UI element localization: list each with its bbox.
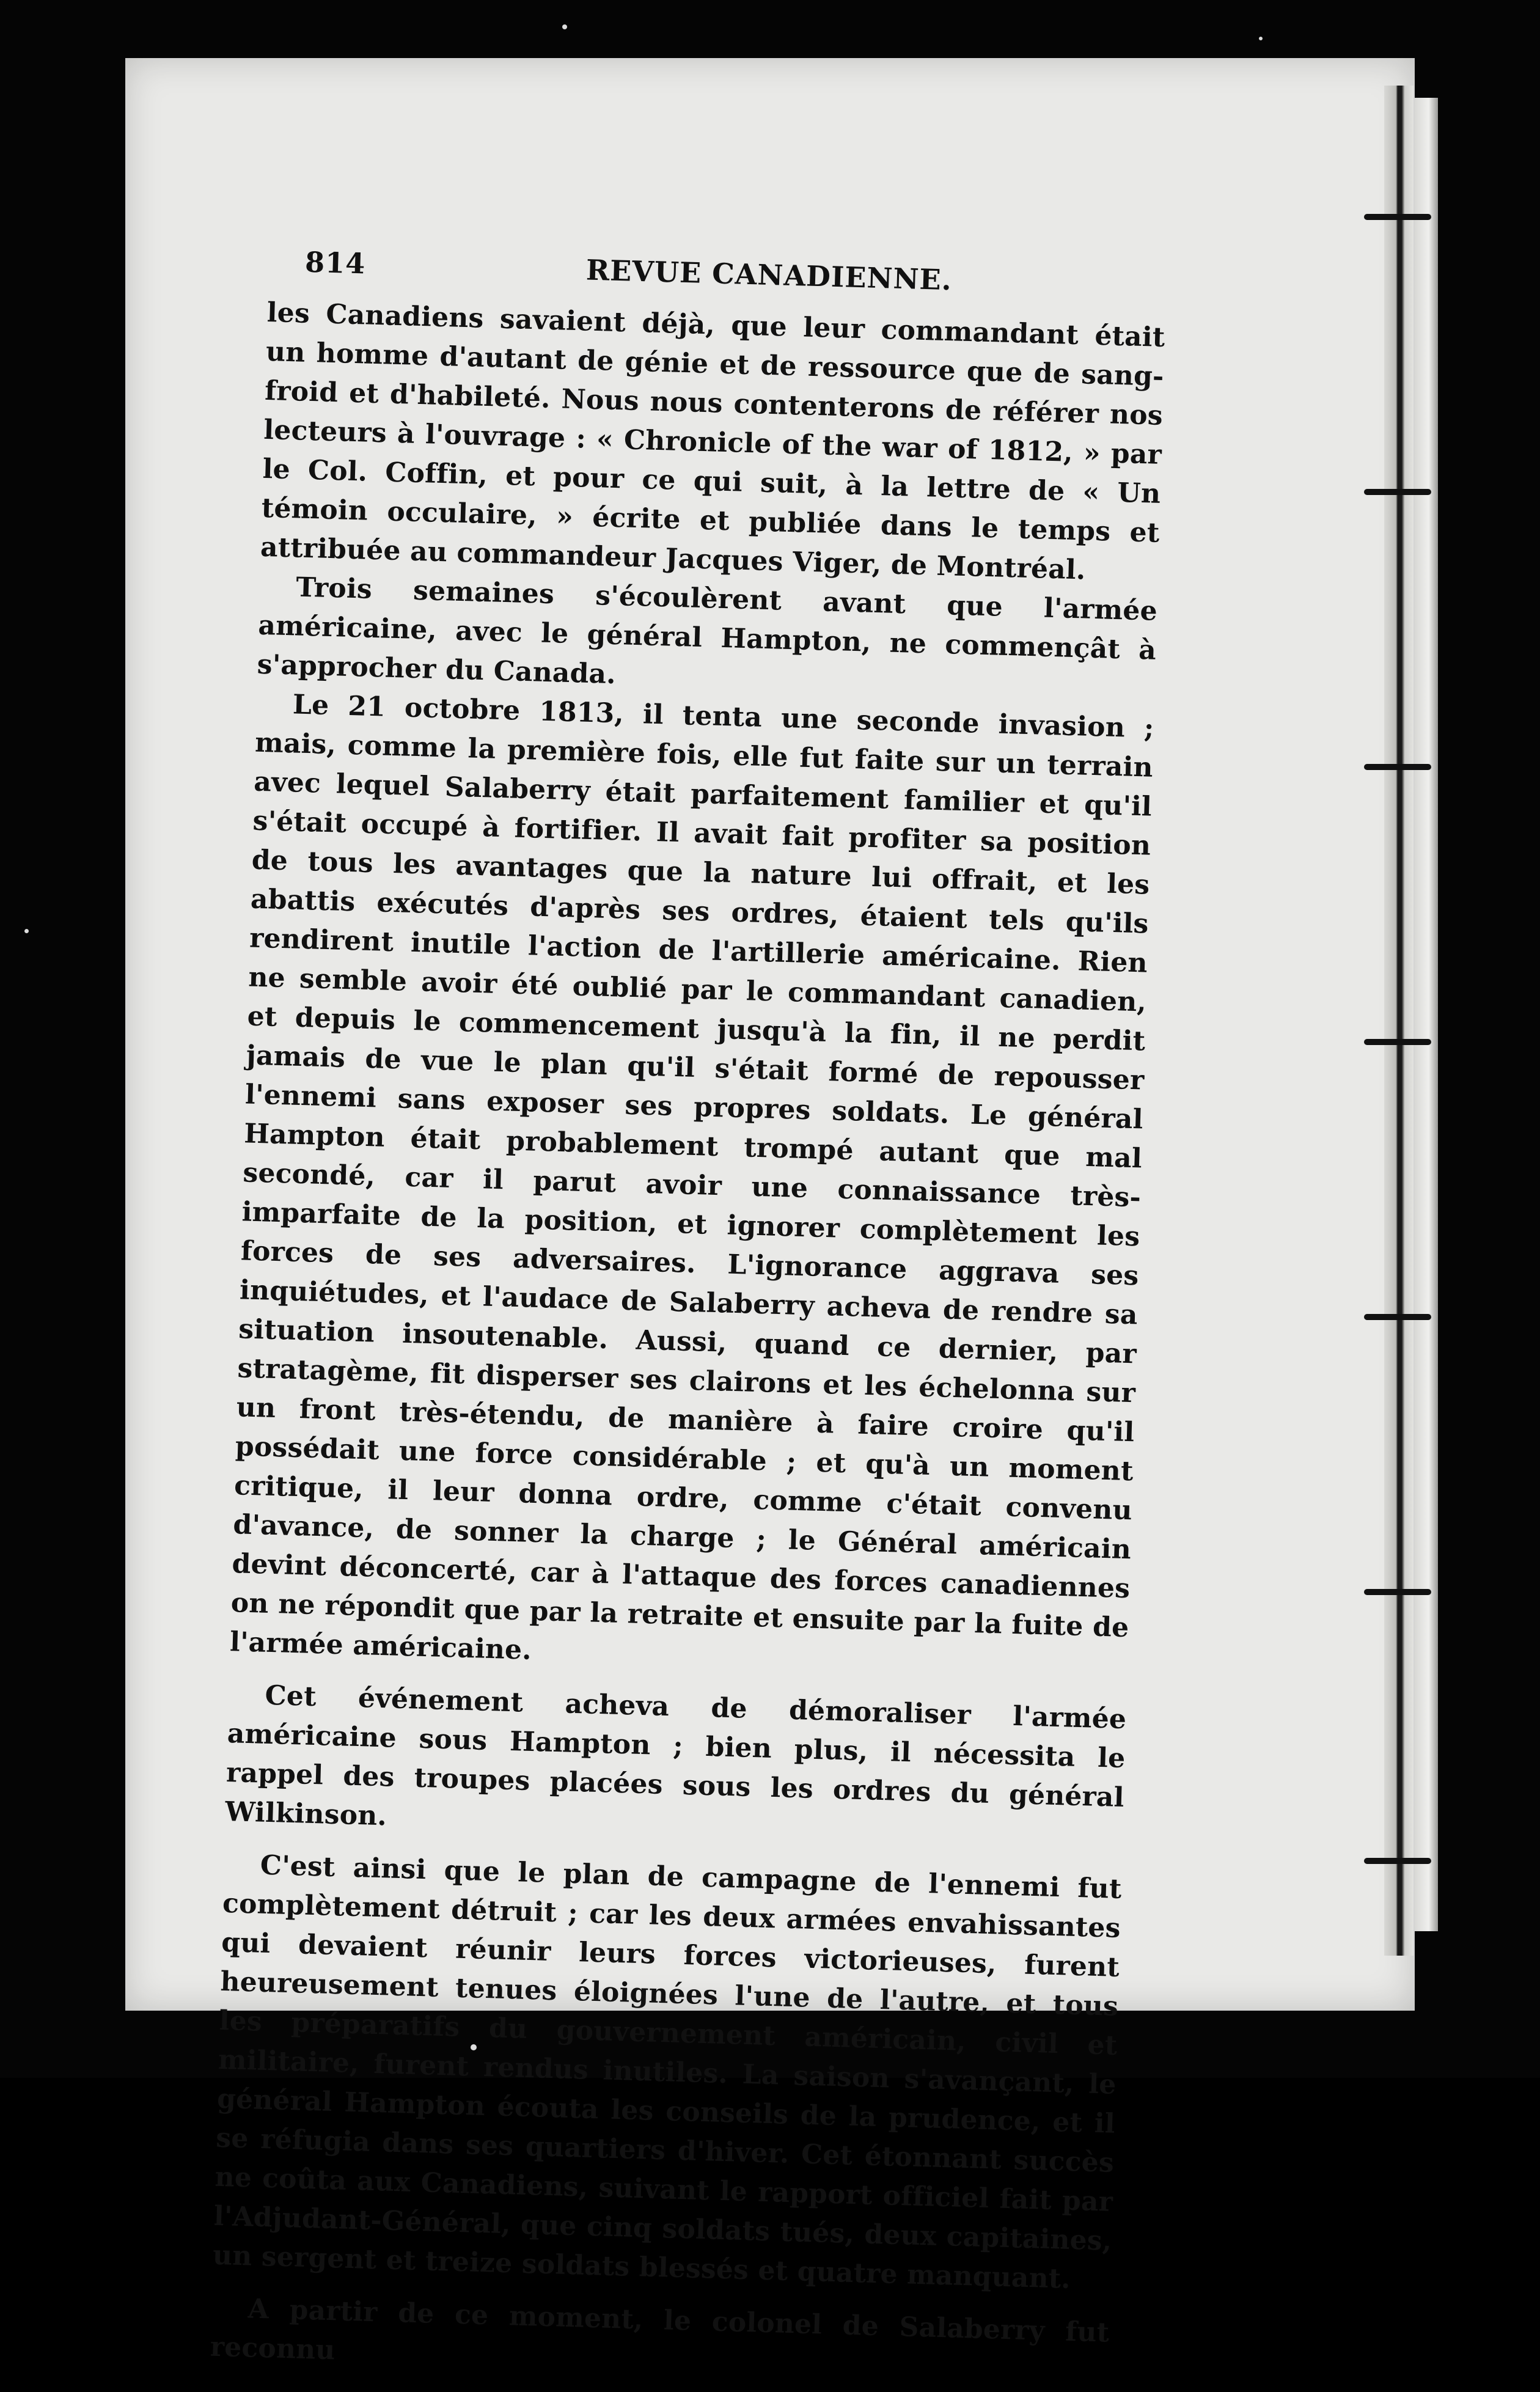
binding-stitch bbox=[1364, 489, 1431, 495]
paragraph: Trois semaines s'écoulèrent avant que l'armée américaine, avec le général Hampton, ne commençât à s'approcher du Canada. bbox=[257, 571, 1158, 691]
paragraph: les Canadiens savaient déjà, que leur commandant était un homme d'autant de génie et de ressource que de sang-froid et d'habileté. Nous nous contenterons de référer nos lecteurs à l'ouvrage : « Chronicle of the war of 1812, » par le Col. Coffin, et pour ce qui suit, à la lettre de « Un témoin occulaire, » écrite et publiée dans le temps et attribuée au commandeur Jacques Viger, de Montréal. bbox=[260, 296, 1166, 586]
binding-stitch bbox=[1364, 764, 1431, 770]
binding-stitch bbox=[1364, 1589, 1431, 1595]
paragraph: Cet événement acheva de démoraliser l'armée américaine sous Hampton ; bien plus, il nécessita le rappel des troupes placées sous les ordres du général Wilkinson. bbox=[224, 1679, 1127, 1832]
binding-spine bbox=[1384, 86, 1414, 1956]
dust-speck bbox=[1259, 37, 1263, 40]
dust-speck bbox=[24, 929, 29, 933]
page-content bbox=[210, 244, 1167, 2392]
page-number: 814 bbox=[304, 245, 366, 281]
paragraph: A partir de ce moment, le colonel de Salaberry fut reconnu bbox=[210, 2293, 1110, 2366]
binding-stitch bbox=[1364, 1858, 1431, 1864]
binding-stitch bbox=[1364, 1314, 1431, 1320]
dust-speck bbox=[562, 24, 567, 29]
paragraph: Le 21 octobre 1813, il tenta une seconde invasion ; mais, comme la première fois, elle fut faite sur un terrain avec lequel Salaberry était parfaitement familier et qu'il s'était occupé à fortifier. Il avait fait profiter sa position de tous les avantages que la nature lui offrait, et les abattis exécutés d'après ses ordres, étaient tels qu'ils rendirent inutile l'action de l'artillerie américaine. Rien ne semble avoir été oublié par le commandant canadien, et depuis le commencement jusqu'à la fin, il ne perdit jamais de vue le plan qu'il s'était formé de repousser l'ennemi sans exposer ses propres soldats. Le général Hampton était probablement trompé autant que mal secondé, car il parut avoir une connaissance très-imparfaite de la position, et ignorer complètement les forces de ses adversaires. L'ignorance aggrava ses inquiétudes, et l'audace de Salaberry acheva de rendre sa situation insoutenable. Aussi, quand ce dernier, par stratagème, fit disperser ses clairons et les échelonna sur un front très-étendu, de manière à faire croire qu'il possédait une force considérable ; et qu'à un moment critique, il leur donna ordre, comme c'était convenu d'avance, de sonner la charge ; le Général américain devint déconcerté, car à l'attaque des forces canadiennes on ne répondit que par la retraite et ensuite par la fuite de l'armée américaine. bbox=[229, 689, 1155, 1666]
body-text bbox=[210, 293, 1165, 2392]
running-title: REVUE CANADIENNE. bbox=[585, 253, 953, 297]
binding-stitch bbox=[1364, 214, 1431, 220]
paragraph: C'est ainsi que le plan de campagne de l'ennemi fut complètement détruit ; car les deux armées envahissantes qui devaient réunir leurs forces victorieuses, furent heureusement tenues éloignées l'une de l'autre, et tous les préparatifs du gouvernement américain, civil et militaire, furent rendus inutiles. La saison s'avançant, le général Hampton écouta les conseils de la prudence, et il se réfugia dans ses quartiers d'hiver. Cet étonnant succès ne coûta aux Canadiens, suivant le rapport officiel fait par l'Adjudant-Général, que cinq soldats tués, deux capitaines, un sergent et treize soldats blessés et quatre manquant. bbox=[212, 1849, 1123, 2295]
binding-stitch bbox=[1364, 1039, 1431, 1045]
page-edge bbox=[1415, 98, 1438, 1931]
